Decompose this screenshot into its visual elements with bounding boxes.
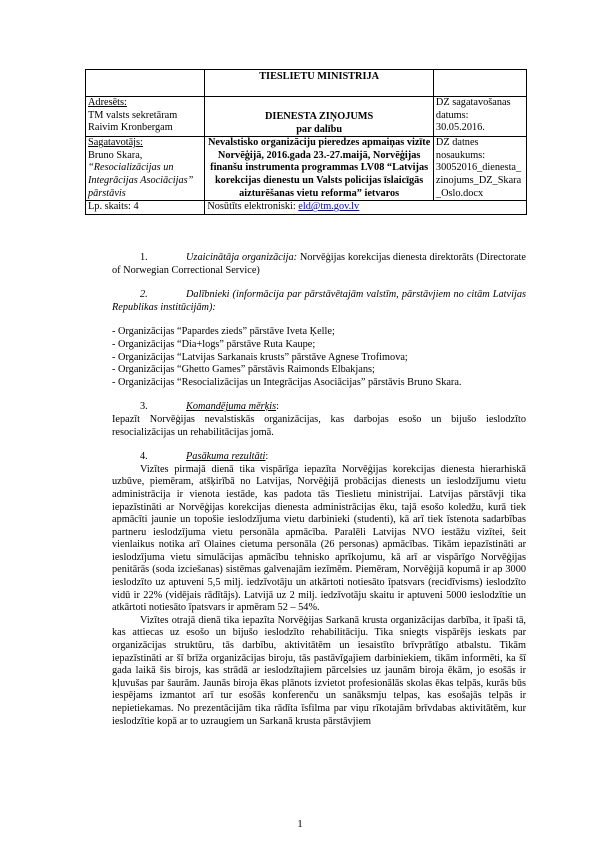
page-number: 1 [297,818,303,830]
dz-date-label: DZ sagatavošanas datums: [435,97,511,121]
file-cell [433,137,526,201]
section-2-number: 2. [140,289,148,301]
section-4-number: 4. [140,451,148,463]
page-count: Lp. skaits: 4 [86,201,205,215]
section-3 [112,401,526,414]
sent-label: Nosūtīts elektroniski: [207,201,299,213]
section-4-colon: : [265,451,269,463]
header-row-footer [86,201,527,215]
header-row-preparer [86,137,527,201]
header-empty-left [86,70,205,97]
section-3-colon: : [276,401,279,413]
dz-date: 30.05.2016. [435,122,485,134]
doc-title-cell [205,97,434,137]
section-2-label: Dalībnieki (informācija par pārstāvētajām valstīm, pārstāvjiem no citām Latvijas Republikas institūcijām): [112,289,526,313]
section-3-label: Komandējuma mērķis [186,401,277,413]
header-row-ministry [86,70,527,97]
file-label: DZ datnes nosaukums: [435,137,486,161]
section-1-text: Norvēģijas korekcijas dienesta direktorāts (Directorate of Norwegian Correctional Service) [112,252,526,276]
preparer-org: “Resocializācijas un Integrācijas Asociācijas” pārstāvis [88,162,194,199]
addressee-line-1: TM valsts sekretāram [88,109,178,121]
section-4 [112,451,526,464]
header-empty-right [433,70,526,97]
section-1-label: Uzaicinātāja organizācija: [186,252,298,263]
section-1 [112,252,526,277]
ministry-name: TIESLIETU MINISTRIJA [205,70,434,97]
email-link[interactable]: eld@tm.gov.lv [298,201,360,213]
preparer-name: Bruno Skara, [88,149,143,161]
section-3-number: 3. [140,401,148,413]
results-paragraph-1: Vizītes pirmajā dienā tika vispārīga iepazīta Norvēģijas korekcijas dienesta hierarhiskā uzbūve, piemēram, atšķirībā no Latvijas, Norvēģijā probācijas dienests un ieslodzījumu vietu administrācija ir vienota iestāde, kas padota tās Tieslietu ministrijai. Latvijas pārstāvji tika iepazīstināti ar Norvēģijas korekcijas dienesta administrācijas ēku, tajā esošo koledžu, kurā tiek apmācīti jaunie un topošie ieslodzījuma vietu darbinieki (studenti), kā arī tiek īstenota sadarbības partneru ieslodzījuma vietu personāla apmācība. Paralēli Latvijas NVO iestāžu vizītei, šeit vienlaikus notika arī Olaines cietuma personāla (26 personas) apmācības. Tikām iepazīstināti ar ieslodzījuma vietu simulācijas apmācību tehnisko aprīkojumu, kā arī ar vispārīgo Norvēģijas penitārās (soda izciešanas) sistēmas galvenajām iezīmēm. Piemēram, Norvēģijā kopumā ir ap 3000 ieslodzīto uz aptuveni 5,5 milj. iedzīvotāju un atkārtoti notiesāto īpatsvars (recidīvisms) ieslodzīto vidū ir 22% (vidējais rādītājs). Latvijā uz 2 milj. iedzīvotāju skaitu ir aptuveni 5000 ieslodzītie un atkārtoti notiesāto īpatsvars ir apmēram 52 – 54%. [112,463,526,614]
addressee-line-2: Raivim Kronbergam [88,122,173,134]
list-item: - Organizācijas “Papardes zieds” pārstāve Iveta Ķelle; [112,326,335,338]
addressee-cell [86,97,205,137]
file-name: 30052016_dienesta_zinojums_DZ_Skara_Oslo.docx [435,162,522,199]
participants-list [112,326,526,389]
preparer-label: Sagatavotājs: [88,137,143,149]
preparer-cell [86,137,205,201]
section-4-label: Pasākuma rezultāti [186,451,266,463]
list-item: - Organizācijas “Dia+logs” pārstāve Ruta Kaupe; [112,338,316,350]
doc-subtitle: par dalību [296,123,343,135]
list-item: - Organizācijas “Latvijas Sarkanais krusts” pārstāve Agnese Trofimova; [112,351,408,363]
dz-date-cell [433,97,526,137]
report-body [112,252,526,728]
list-item: - Organizācijas “Resocializācijas un Integrācijas Asociācijas” pārstāvis Bruno Skara. [112,376,462,388]
header-table [85,69,527,215]
header-row-addressee [86,97,527,137]
section-2 [112,289,526,314]
subject-cell: Nevalstisko organizāciju pieredzes apmaiņas vizīte Norvēģijā, 2016.gada 23.-27.maijā, Norvēģijas finanšu instrumenta programmas LV08 “Latvijas korekcijas dienestu un Valsts policijas īslaicīgās aizturēšanas vietu reforma” ietvaros [205,137,434,201]
list-item: - Organizācijas “Ghetto Games” pārstāvis Raimonds Elbakjans; [112,364,375,376]
section-3-text: Iepazīt Norvēģijas nevalstiskās organizācijas, kas darbojas esošo un bijušo ieslodzīto resocializācijas un rehabilitācijas jomā. [112,413,526,438]
doc-title: DIENESTA ZIŅOJUMS [265,111,374,122]
section-1-number: 1. [140,252,148,263]
sent-cell [205,201,527,215]
addressee-label: Adresēts: [88,97,127,108]
results-paragraph-2: Vizītes otrajā dienā tika iepazīta Norvēģijas Sarkanā krusta organizācijas darbība, it īpaši tā, kas attiecas uz esošo un bijušo ieslodzīto rehabilitāciju. Tika sniegts vispārējs ieskats par organizācijas struktūru, tās darbību, aktivitātēm un iesaistīto brīvprātīgo atbalstu. Tikām iepazīstināti ar šī brīža organizācijas biroju, tās pastāvīgajiem darbiniekiem, tikām informēti, ka šī gada laikā šis birojs, kas strādā ar ieslodzītajiem pārcelsies uz jaunām biroja ēkām, jo esošās ir kļuvušas par šaurām. Jaunās biroja ēkas plānots izvietot profesionālās skolas ēkas telpās, kurās būs iespējams izmantot arī tur esošās konferenču un sanāksmju telpas, kas esošajās telpās ir nepietiekamas. No prezentācijām tika rādīta īsfilma par viņu rīkotajām brīvdabas aktivitātēm, kur ieslodzītie kopā ar to uzraugiem un Sarkanā krusta pārstāvjiem [112,614,526,727]
